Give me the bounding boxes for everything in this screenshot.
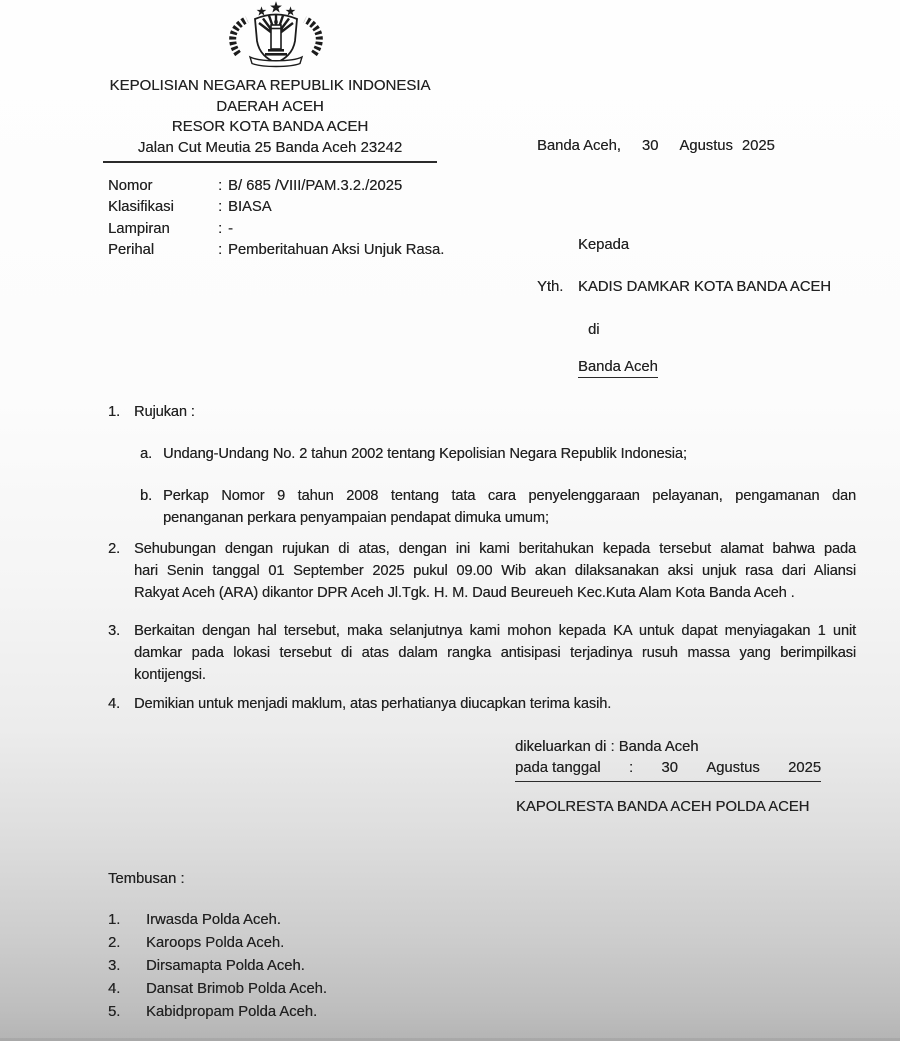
issued-at-label: dikeluarkan di	[515, 739, 607, 755]
org-name-line-3: RESOR KOTA BANDA ACEH	[171, 118, 369, 135]
tembusan-item	[108, 955, 327, 978]
recipient-city: Banda Aceh	[578, 359, 658, 378]
letter-meta	[108, 176, 444, 261]
meta-label: Perihal	[108, 241, 155, 258]
tembusan-text: Dirsamapta Polda Aceh.	[146, 958, 305, 974]
recipient-line	[537, 279, 831, 295]
tembusan-item	[108, 909, 327, 932]
meta-value-klasifikasi: BIASA	[228, 199, 272, 216]
tembusan-item	[108, 932, 327, 955]
issued-at-place: Banda Aceh	[618, 739, 699, 755]
item-2-line-3: Rakyat Aceh (ARA) dikantor DPR Aceh Jl.Tgk. H. M. Daud Beureueh Kec.Kuta Alam Kota Banda Aceh .	[134, 585, 795, 601]
meta-row-lampiran	[108, 219, 444, 240]
kepada-label: Kepada	[578, 237, 630, 253]
body-item-3	[108, 620, 856, 686]
dateline	[537, 138, 775, 154]
polri-tribrata-emblem-icon	[220, 0, 332, 68]
org-name-line-1: KEPOLISIAN NEGARA REPUBLIK INDONESIA	[109, 77, 431, 94]
tembusan-list	[108, 909, 327, 1024]
tembusan-text: Dansat Brimob Polda Aceh.	[146, 981, 327, 997]
item-4-line-1: Demikian untuk menjadi maklum, atas perhatianya diucapkan terima kasih.	[134, 696, 612, 712]
meta-separator: :	[218, 199, 223, 216]
subitem-letter: b.	[140, 488, 152, 504]
dateline-day: 30	[641, 138, 659, 154]
recipient-name: KADIS DAMKAR KOTA BANDA ACEH	[578, 279, 831, 295]
tembusan-title: Tembusan :	[108, 871, 185, 887]
dateline-year: 2025	[741, 138, 775, 154]
issued-date-label: pada tanggal	[515, 760, 601, 776]
meta-separator: :	[218, 241, 223, 258]
signatory-title: KAPOLRESTA BANDA ACEH POLDA ACEH	[516, 799, 810, 815]
dateline-place: Banda Aceh,	[537, 138, 621, 154]
body-item-2	[108, 538, 856, 604]
tembusan-number: 4.	[108, 981, 121, 997]
issued-date-year: 2025	[788, 760, 821, 776]
issued-date-line	[515, 758, 821, 782]
meta-label: Nomor	[108, 178, 153, 194]
item-number: 1.	[108, 404, 120, 420]
meta-value-nomor: B/ 685 /VIII/PAM.3.2./2025	[228, 178, 403, 194]
subitem-1b-line-2: penanganan perkara penyampaian pendapat dimuka umum;	[163, 510, 549, 526]
tembusan-item	[108, 1001, 327, 1024]
body-item-1	[108, 401, 856, 529]
item-2-line-1: Sehubungan dengan rujukan di atas, dengan ini kami beritahukan kepada tersebut alamat bahwa pada	[134, 541, 856, 557]
meta-row-klasifikasi	[108, 197, 444, 218]
letterhead	[103, 76, 437, 163]
tembusan-number: 3.	[108, 958, 121, 974]
tembusan-number: 2.	[108, 935, 121, 951]
meta-value-lampiran: -	[228, 220, 233, 237]
issued-date-day: 30	[661, 760, 678, 776]
body-item-1a	[140, 443, 856, 465]
item-1-heading: Rujukan :	[134, 404, 195, 420]
meta-row-nomor	[108, 176, 444, 197]
issued-date-month: Agustus	[706, 760, 760, 776]
letter-body	[108, 401, 856, 715]
di-label: di	[588, 322, 600, 338]
tembusan-item	[108, 978, 327, 1001]
issued-date-separator: :	[628, 760, 634, 776]
subitem-1b-line-1: Perkap Nomor 9 tahun 2008 tentang tata cara penyelenggaraan pelayanan, pengamanan dan	[163, 488, 856, 504]
issued-at-separator: :	[610, 739, 615, 755]
item-number: 2.	[108, 541, 120, 557]
dateline-month: Agustus	[679, 138, 733, 154]
meta-value-perihal: Pemberitahuan Aksi Unjuk Rasa.	[228, 241, 445, 258]
meta-separator: :	[218, 178, 223, 194]
tembusan-text: Karoops Polda Aceh.	[146, 935, 285, 951]
meta-label: Lampiran	[108, 220, 170, 237]
org-address: Jalan Cut Meutia 25 Banda Aceh 23242	[137, 138, 403, 156]
closing-block	[515, 737, 821, 782]
issued-at-line	[515, 737, 821, 758]
item-3-line-3: kontijengsi.	[134, 667, 206, 683]
item-number: 3.	[108, 623, 120, 639]
item-3-line-2: damkar pada lokasi tersebut di atas dalam rangka antisipasi terjadinya rusuh massa yang berimpilkasi	[134, 645, 856, 661]
tembusan-number: 1.	[108, 912, 121, 928]
meta-row-perihal	[108, 240, 444, 261]
org-name-line-2: DAERAH ACEH	[216, 97, 324, 115]
item-number: 4.	[108, 696, 120, 712]
body-item-4	[108, 693, 856, 715]
tembusan-number: 5.	[108, 1004, 121, 1020]
yth-label: Yth.	[537, 279, 564, 295]
tembusan-text: Irwasda Polda Aceh.	[146, 912, 281, 928]
meta-label: Klasifikasi	[108, 199, 174, 216]
tembusan-text: Kabidpropam Polda Aceh.	[146, 1004, 318, 1020]
meta-separator: :	[218, 220, 223, 237]
item-3-line-1: Berkaitan dengan hal tersebut, maka selanjutnya kami mohon kepada KA untuk dapat menyiagakan 1 unit	[134, 623, 856, 639]
body-item-1b	[140, 485, 856, 529]
subitem-letter: a.	[140, 446, 152, 462]
subitem-1a-text: Undang-Undang No. 2 tahun 2002 tentang Kepolisian Negara Republik Indonesia;	[163, 446, 687, 462]
item-2-line-2: hari Senin tanggal 01 September 2025 pukul 09.00 Wib akan dilaksanakan aksi unjuk rasa dari Aliansi	[134, 563, 856, 579]
